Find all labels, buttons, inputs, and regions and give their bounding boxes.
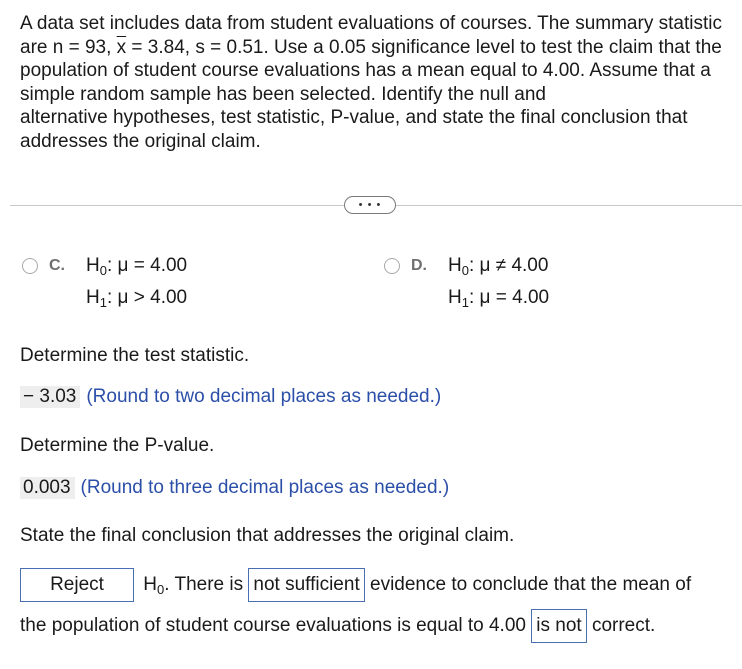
option-d-h1 (448, 287, 549, 310)
option-c-h1-symbol: H (86, 287, 100, 308)
option-d-h0-text: : μ ≠ 4.00 (468, 255, 549, 276)
option-d-h1-subscript: 1 (461, 295, 469, 310)
conclusion-row-2 (20, 609, 655, 643)
question-line-1: A data set includes data from student evaluations of courses. The summary statistic (20, 13, 722, 34)
option-c-h0-subscript: 0 (99, 263, 107, 278)
conclusion-text-4: correct. (591, 615, 656, 636)
test-statistic-value[interactable]: − 3.03 (20, 386, 80, 408)
test-statistic-label: Determine the test statistic. (20, 345, 250, 366)
option-c-h1-text: : μ > 4.00 (106, 287, 188, 308)
option-d-h1-symbol: H (448, 287, 462, 308)
option-c-letter: C. (49, 257, 65, 274)
conclusion-h0-subscript: 0 (157, 582, 165, 597)
option-d-radio[interactable] (384, 258, 400, 274)
option-d-letter: D. (411, 257, 427, 274)
conclusion-h0-symbol: H (143, 574, 158, 595)
question-line-2 (20, 36, 740, 60)
conclusion-text-3: the population of student course evaluations is equal to 4.00 (20, 615, 526, 636)
question-line-3: population of student course evaluations has a mean equal to 4.00. Assume that a (20, 60, 711, 81)
expand-more-button[interactable]: • • • (344, 196, 396, 214)
option-c-h0-symbol: H (86, 255, 100, 276)
x-bar-symbol: $\overline{x}$ (116, 36, 127, 58)
option-c-h1-subscript: 1 (99, 295, 107, 310)
option-d-h0-subscript: 0 (461, 263, 469, 278)
question-line-5: alternative hypotheses, test statistic, P-value, and state the final conclusion that (20, 107, 688, 128)
option-d-h0-symbol: H (448, 255, 462, 276)
option-c-h0-text: : μ = 4.00 (106, 255, 188, 276)
question-line-6: addresses the original claim. (20, 130, 261, 152)
question-line-4: simple random sample has been selected. Identify the null and (20, 83, 546, 105)
conclusion-row-1 (20, 568, 691, 602)
evidence-select[interactable]: not sufficient (248, 568, 364, 602)
option-c-h1 (86, 287, 187, 310)
test-statistic-hint: (Round to two decimal places as needed.) (86, 386, 442, 407)
option-d-h0 (448, 255, 548, 278)
conclusion-h0 (143, 574, 243, 595)
conclusion-label: State the final conclusion that addresses the original claim. (20, 525, 515, 546)
option-c-radio[interactable] (22, 258, 38, 274)
p-value-answer-row (20, 477, 449, 499)
p-value-value[interactable]: 0.003 (20, 477, 75, 499)
test-statistic-answer-row (20, 386, 441, 408)
question-text (20, 12, 740, 153)
conclusion-text-2: evidence to conclude that the mean of (370, 574, 692, 595)
question-line-2-prefix: are n = 93, (20, 36, 117, 58)
option-c-h0 (86, 255, 187, 278)
p-value-hint: (Round to three decimal places as needed.) (80, 477, 450, 498)
correctness-select[interactable]: is not (531, 609, 586, 643)
decision-select[interactable]: Reject (20, 568, 134, 602)
question-line-2-rest: = 3.84, s = 0.51. Use a 0.05 significance level to test the claim that the (126, 36, 722, 58)
p-value-label: Determine the P-value. (20, 435, 215, 456)
option-d-h1-text: : μ = 4.00 (468, 287, 550, 308)
conclusion-text-1: . There is (164, 574, 244, 595)
